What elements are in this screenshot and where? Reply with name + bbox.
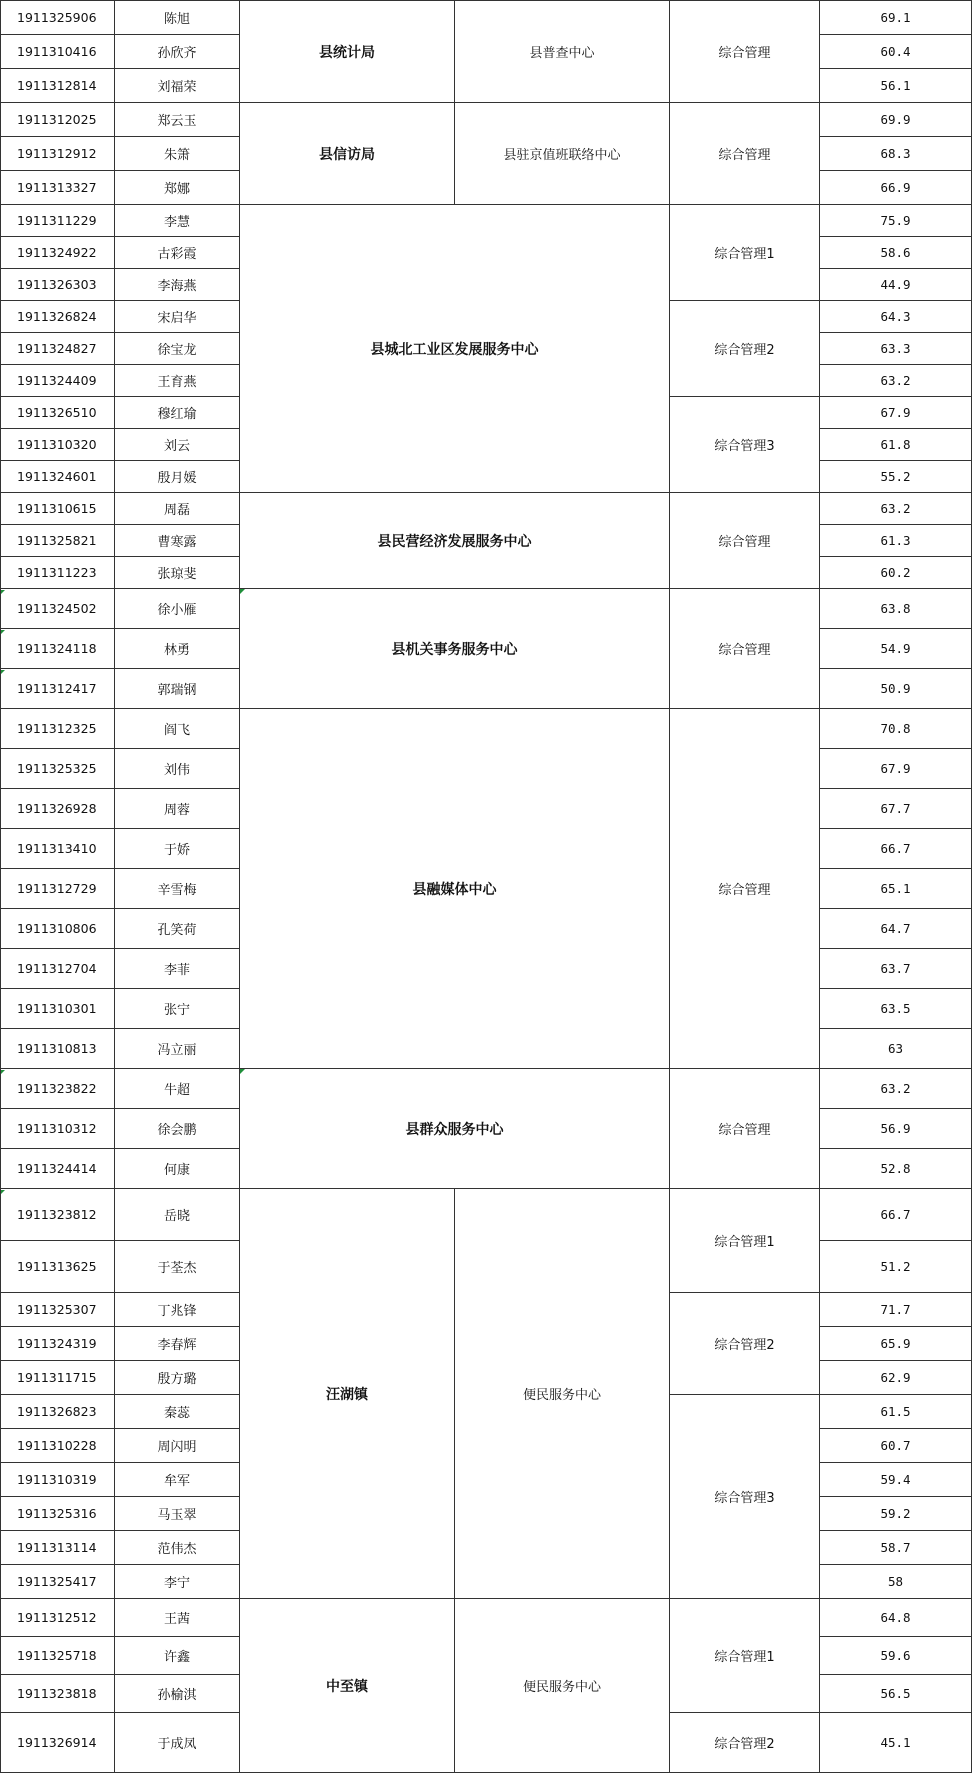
recruiting-unit-cell: 县信访局 (240, 103, 455, 205)
candidate-name-cell: 李春辉 (115, 1327, 240, 1361)
position-cell: 综合管理1 (670, 205, 820, 301)
candidate-id-cell: 1911311715 (0, 1361, 115, 1395)
candidate-name-cell: 刘福荣 (115, 69, 240, 103)
candidate-id-cell: 1911310301 (0, 989, 115, 1029)
recruiting-unit-cell: 县群众服务中心 (240, 1069, 670, 1189)
score-cell: 60.4 (820, 35, 972, 69)
candidate-id-cell: 1911325821 (0, 525, 115, 557)
candidate-name-cell: 王茜 (115, 1599, 240, 1637)
candidate-name-cell: 徐小雁 (115, 589, 240, 629)
candidate-id-cell: 1911312912 (0, 137, 115, 171)
score-cell: 58.7 (820, 1531, 972, 1565)
candidate-name-cell: 何康 (115, 1149, 240, 1189)
score-cell: 61.3 (820, 525, 972, 557)
candidate-id-cell: 1911312417 (0, 669, 115, 709)
candidate-id-cell: 1911323822 (0, 1069, 115, 1109)
score-cell: 63.5 (820, 989, 972, 1029)
score-cell: 55.2 (820, 461, 972, 493)
score-cell: 70.8 (820, 709, 972, 749)
candidate-name-cell: 岳晓 (115, 1189, 240, 1241)
candidate-name-cell: 马玉翠 (115, 1497, 240, 1531)
score-cell: 65.1 (820, 869, 972, 909)
score-cell: 59.2 (820, 1497, 972, 1531)
score-cell: 50.9 (820, 669, 972, 709)
candidate-name-cell: 朱箫 (115, 137, 240, 171)
candidate-id-cell: 1911311229 (0, 205, 115, 237)
score-cell: 63.2 (820, 365, 972, 397)
score-cell: 67.9 (820, 749, 972, 789)
recruiting-unit-cell: 中至镇 (240, 1599, 455, 1773)
candidate-id-cell: 1911325906 (0, 0, 115, 35)
candidate-id-cell: 1911310416 (0, 35, 115, 69)
recruiting-unit-cell: 县民营经济发展服务中心 (240, 493, 670, 589)
candidate-id-cell: 1911310813 (0, 1029, 115, 1069)
cell-marker (1, 590, 5, 594)
candidate-id-cell: 1911324502 (0, 589, 115, 629)
score-cell: 59.6 (820, 1637, 972, 1675)
candidate-name-cell: 孔笑荷 (115, 909, 240, 949)
candidate-id-cell: 1911324827 (0, 333, 115, 365)
score-cell: 56.5 (820, 1675, 972, 1713)
candidate-name-cell: 曹寒露 (115, 525, 240, 557)
candidate-name-cell: 宋启华 (115, 301, 240, 333)
score-cell: 64.8 (820, 1599, 972, 1637)
score-cell: 52.8 (820, 1149, 972, 1189)
cell-marker (1, 630, 5, 634)
department-cell: 便民服务中心 (455, 1189, 670, 1599)
score-cell: 61.8 (820, 429, 972, 461)
candidate-name-cell: 林勇 (115, 629, 240, 669)
candidate-name-cell: 孙榆淇 (115, 1675, 240, 1713)
cell-marker (1, 670, 5, 674)
score-cell: 65.9 (820, 1327, 972, 1361)
candidate-id-cell: 1911311223 (0, 557, 115, 589)
candidate-id-cell: 1911325718 (0, 1637, 115, 1675)
candidate-id-cell: 1911326823 (0, 1395, 115, 1429)
candidate-id-cell: 1911313114 (0, 1531, 115, 1565)
department-cell: 县驻京值班联络中心 (455, 103, 670, 205)
score-cell: 62.9 (820, 1361, 972, 1395)
candidate-id-cell: 1911310228 (0, 1429, 115, 1463)
candidate-id-cell: 1911312729 (0, 869, 115, 909)
position-cell: 综合管理1 (670, 1599, 820, 1713)
score-cell: 71.7 (820, 1293, 972, 1327)
score-cell: 59.4 (820, 1463, 972, 1497)
score-cell: 67.7 (820, 789, 972, 829)
score-cell: 58 (820, 1565, 972, 1599)
candidate-name-cell: 于成凤 (115, 1713, 240, 1773)
position-cell: 综合管理2 (670, 1713, 820, 1773)
candidate-id-cell: 1911312025 (0, 103, 115, 137)
score-cell: 60.2 (820, 557, 972, 589)
candidate-name-cell: 周磊 (115, 493, 240, 525)
candidate-name-cell: 刘伟 (115, 749, 240, 789)
candidate-name-cell: 于娇 (115, 829, 240, 869)
score-cell: 56.9 (820, 1109, 972, 1149)
candidate-id-cell: 1911324922 (0, 237, 115, 269)
recruiting-unit-cell: 县融媒体中心 (240, 709, 670, 1069)
recruiting-unit-cell: 汪湖镇 (240, 1189, 455, 1599)
candidate-name-cell: 丁兆锋 (115, 1293, 240, 1327)
candidate-id-cell: 1911312814 (0, 69, 115, 103)
candidate-id-cell: 1911325316 (0, 1497, 115, 1531)
score-cell: 58.6 (820, 237, 972, 269)
score-cell: 63.7 (820, 949, 972, 989)
candidate-id-cell: 1911324118 (0, 629, 115, 669)
score-cell: 54.9 (820, 629, 972, 669)
candidate-id-cell: 1911310320 (0, 429, 115, 461)
candidate-name-cell: 秦蕊 (115, 1395, 240, 1429)
score-cell: 66.9 (820, 171, 972, 205)
score-cell: 63.2 (820, 493, 972, 525)
score-cell: 45.1 (820, 1713, 972, 1773)
score-cell: 66.7 (820, 829, 972, 869)
candidate-id-cell: 1911326303 (0, 269, 115, 301)
candidate-id-cell: 1911325325 (0, 749, 115, 789)
position-cell: 综合管理 (670, 493, 820, 589)
score-cell: 56.1 (820, 69, 972, 103)
candidate-id-cell: 1911313625 (0, 1241, 115, 1293)
candidate-name-cell: 刘云 (115, 429, 240, 461)
position-cell: 综合管理 (670, 1069, 820, 1189)
candidate-name-cell: 郑云玉 (115, 103, 240, 137)
candidate-name-cell: 周蓉 (115, 789, 240, 829)
score-cell: 63 (820, 1029, 972, 1069)
candidate-id-cell: 1911325417 (0, 1565, 115, 1599)
candidate-id-cell: 1911310806 (0, 909, 115, 949)
recruiting-unit-cell: 县城北工业区发展服务中心 (240, 205, 670, 493)
candidate-id-cell: 1911325307 (0, 1293, 115, 1327)
position-cell: 综合管理 (670, 709, 820, 1069)
candidate-name-cell: 辛雪梅 (115, 869, 240, 909)
position-cell: 综合管理2 (670, 1293, 820, 1395)
candidate-name-cell: 陈旭 (115, 0, 240, 35)
candidate-id-cell: 1911324601 (0, 461, 115, 493)
candidate-name-cell: 于荃杰 (115, 1241, 240, 1293)
position-cell: 综合管理2 (670, 301, 820, 397)
candidate-id-cell: 1911312704 (0, 949, 115, 989)
cell-marker (1, 1070, 5, 1074)
score-cell: 64.3 (820, 301, 972, 333)
candidate-name-cell: 郭瑞钢 (115, 669, 240, 709)
recruiting-unit-cell: 县机关事务服务中心 (240, 589, 670, 709)
candidate-id-cell: 1911312512 (0, 1599, 115, 1637)
department-cell: 县普查中心 (455, 0, 670, 103)
candidate-id-cell: 1911326510 (0, 397, 115, 429)
score-cell: 75.9 (820, 205, 972, 237)
candidate-name-cell: 李海燕 (115, 269, 240, 301)
score-cell: 67.9 (820, 397, 972, 429)
candidate-name-cell: 王育燕 (115, 365, 240, 397)
candidate-name-cell: 郑娜 (115, 171, 240, 205)
recruiting-unit-cell: 县统计局 (240, 0, 455, 103)
score-cell: 61.5 (820, 1395, 972, 1429)
candidate-id-cell: 1911323818 (0, 1675, 115, 1713)
candidate-id-cell: 1911324414 (0, 1149, 115, 1189)
score-cell: 44.9 (820, 269, 972, 301)
position-cell: 综合管理 (670, 0, 820, 103)
score-cell: 64.7 (820, 909, 972, 949)
department-cell: 便民服务中心 (455, 1599, 670, 1773)
score-cell: 66.7 (820, 1189, 972, 1241)
candidate-id-cell: 1911312325 (0, 709, 115, 749)
cell-marker (1, 1190, 5, 1194)
score-cell: 69.9 (820, 103, 972, 137)
candidate-name-cell: 许鑫 (115, 1637, 240, 1675)
score-cell: 63.8 (820, 589, 972, 629)
candidate-id-cell: 1911324319 (0, 1327, 115, 1361)
candidate-name-cell: 孙欣齐 (115, 35, 240, 69)
candidate-name-cell: 张宁 (115, 989, 240, 1029)
candidate-name-cell: 穆红瑜 (115, 397, 240, 429)
candidate-name-cell: 李慧 (115, 205, 240, 237)
score-cell: 63.3 (820, 333, 972, 365)
position-cell: 综合管理3 (670, 1395, 820, 1599)
candidate-name-cell: 牛超 (115, 1069, 240, 1109)
position-cell: 综合管理3 (670, 397, 820, 493)
score-cell: 63.2 (820, 1069, 972, 1109)
candidate-name-cell: 周闪明 (115, 1429, 240, 1463)
candidate-name-cell: 阎飞 (115, 709, 240, 749)
candidate-name-cell: 牟军 (115, 1463, 240, 1497)
candidate-id-cell: 1911310312 (0, 1109, 115, 1149)
candidate-id-cell: 1911323812 (0, 1189, 115, 1241)
candidate-id-cell: 1911313327 (0, 171, 115, 205)
candidate-name-cell: 徐会鹏 (115, 1109, 240, 1149)
candidate-id-cell: 1911326928 (0, 789, 115, 829)
candidate-name-cell: 范伟杰 (115, 1531, 240, 1565)
candidate-id-cell: 1911313410 (0, 829, 115, 869)
candidate-name-cell: 冯立丽 (115, 1029, 240, 1069)
candidate-name-cell: 殷月媛 (115, 461, 240, 493)
position-cell: 综合管理 (670, 103, 820, 205)
candidate-id-cell: 1911326914 (0, 1713, 115, 1773)
candidate-id-cell: 1911326824 (0, 301, 115, 333)
candidate-id-cell: 1911324409 (0, 365, 115, 397)
candidate-name-cell: 古彩霞 (115, 237, 240, 269)
candidate-name-cell: 殷方璐 (115, 1361, 240, 1395)
candidate-id-cell: 1911310615 (0, 493, 115, 525)
position-cell: 综合管理1 (670, 1189, 820, 1293)
candidate-name-cell: 李菲 (115, 949, 240, 989)
score-cell: 68.3 (820, 137, 972, 171)
score-cell: 51.2 (820, 1241, 972, 1293)
candidate-name-cell: 徐宝龙 (115, 333, 240, 365)
candidate-name-cell: 李宁 (115, 1565, 240, 1599)
score-cell: 69.1 (820, 0, 972, 35)
score-cell: 60.7 (820, 1429, 972, 1463)
candidate-id-cell: 1911310319 (0, 1463, 115, 1497)
candidate-name-cell: 张琼斐 (115, 557, 240, 589)
position-cell: 综合管理 (670, 589, 820, 709)
